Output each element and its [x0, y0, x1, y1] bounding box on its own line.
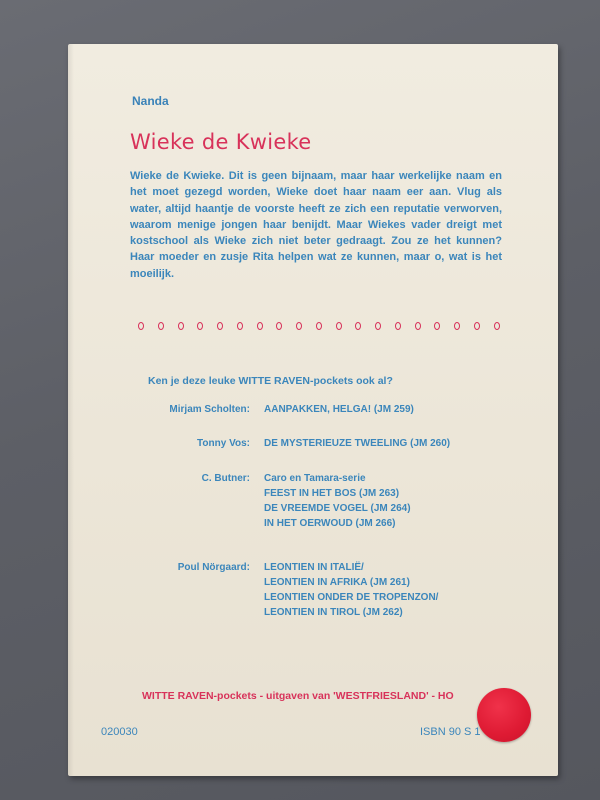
book-blurb: Wieke de Kwieke. Dit is geen bijnaam, maar haar werkelijke naam en het moet gezegd worden, Wieke doet haar naam eer aan. Vlug als water, altijd haantje de voorste heeft ze zich een reputatie verworven, waarom menige jongen haar benijdt. Maar Wiekes vader dreigt met kostschool als Wieke zich niet beter gedraagt. Zou ze het kunnen? Haar moeder en zusje Rita helpen wat ze kunnen, maar o, wat is het moeilijk.	[130, 170, 502, 280]
decorative-dot	[276, 322, 282, 330]
book-author: Nanda	[132, 94, 169, 108]
series-author: Poul Nörgaard:	[177, 562, 250, 573]
decorative-dot	[178, 322, 184, 330]
series-question: Ken je deze leuke WITTE RAVEN-pockets ook al?	[148, 375, 393, 387]
decorative-dot	[316, 322, 322, 330]
book-title: Wieke de Kwieke	[130, 130, 312, 154]
decorative-dot-row	[138, 320, 500, 332]
decorative-dot	[296, 322, 302, 330]
series-work: AANPAKKEN, HELGA! (JM 259)	[264, 404, 414, 415]
decorative-dot	[237, 322, 243, 330]
decorative-dot	[454, 322, 460, 330]
series-work: IN HET OERWOUD (JM 266)	[264, 518, 396, 529]
series-work: LEONTIEN IN AFRIKA (JM 261)	[264, 577, 410, 588]
decorative-dot	[494, 322, 500, 330]
series-works	[264, 402, 414, 417]
book-back-cover	[68, 44, 558, 776]
series-work: Caro en Tamara-serie	[264, 473, 366, 484]
series-work: DE VREEMDE VOGEL (JM 264)	[264, 503, 411, 514]
decorative-dot	[434, 322, 440, 330]
series-works	[264, 471, 411, 531]
decorative-dot	[257, 322, 263, 330]
series-author: Mirjam Scholten:	[169, 404, 250, 415]
series-author: Tonny Vos:	[197, 438, 250, 449]
decorative-dot	[138, 322, 144, 330]
decorative-dot	[197, 322, 203, 330]
series-work: DE MYSTERIEUZE TWEELING (JM 260)	[264, 438, 451, 449]
product-code: 020030	[101, 726, 138, 738]
series-author: C. Butner:	[201, 473, 250, 484]
isbn-label: ISBN 90 S 1	[420, 726, 481, 738]
red-price-sticker	[477, 688, 531, 742]
decorative-dot	[336, 322, 342, 330]
decorative-dot	[474, 322, 480, 330]
series-works	[264, 560, 438, 620]
decorative-dot	[158, 322, 164, 330]
publisher-line: WITTE RAVEN-pockets - uitgaven van 'WESTFRIESLAND' - HO	[142, 690, 454, 702]
decorative-dot	[355, 322, 361, 330]
decorative-dot	[375, 322, 381, 330]
series-work: FEEST IN HET BOS (JM 263)	[264, 488, 400, 499]
cover-edge-shadow	[68, 44, 74, 776]
series-work: LEONTIEN IN TIROL (JM 262)	[264, 607, 403, 618]
decorative-dot	[415, 322, 421, 330]
series-work: LEONTIEN IN ITALIË/	[264, 562, 364, 573]
series-works	[264, 436, 450, 451]
decorative-dot	[217, 322, 223, 330]
decorative-dot	[395, 322, 401, 330]
series-work: LEONTIEN ONDER DE TROPENZON/	[264, 592, 439, 603]
